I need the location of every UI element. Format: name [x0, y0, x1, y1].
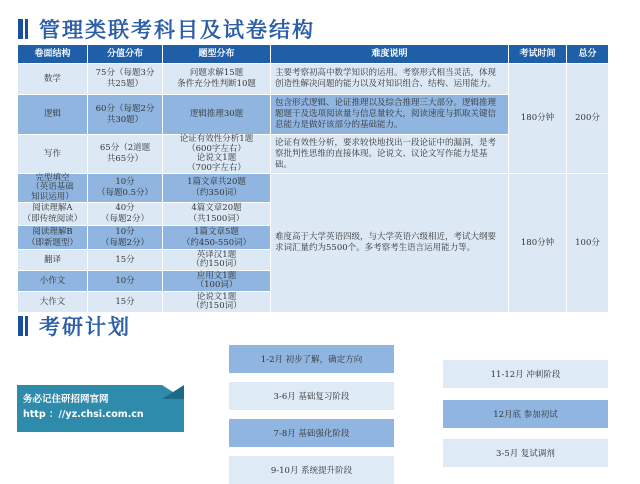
note-line: 务必记住研招网官网: [23, 394, 109, 405]
table-header: 分值分布: [88, 45, 162, 63]
section-title-text: 考研计划: [39, 315, 131, 339]
table-header: 难度说明: [271, 45, 508, 63]
cell-types: 逻辑推理30题: [163, 95, 270, 134]
exam-structure-table: [18, 45, 603, 312]
cell-score: 65分（2道题 共65分）: [88, 135, 162, 173]
cell-desc: 论证有效性分析，要求较快地找出一段论证中的漏洞，是考察批判性思维的直接体现。论说文、议论文写作能力是基础。: [271, 135, 508, 173]
title-bar-icon: [18, 316, 25, 336]
cell-types: 英译汉1题 （约150词）: [163, 250, 270, 270]
website-note: [17, 385, 184, 432]
cell-types: 论说文1题 （约150词）: [163, 292, 270, 312]
cell-time: 180分钟: [509, 64, 566, 173]
cell-score: 40分 （每题2分）: [88, 203, 162, 225]
table-header: 总分: [567, 45, 608, 63]
cell-score: 15分: [88, 250, 162, 270]
cell-types: 应用文1题 （100词）: [163, 271, 270, 291]
section-title-text: 管理类联考科目及试卷结构: [39, 18, 315, 42]
cell-desc: 包含形式逻辑、论证推理以及综合推理三大部分。逻辑推理题题干及选项阅读量与信息量较大，阅读速度与抓取关键信息能力是做好该部分的基础能力。: [271, 95, 508, 134]
cell-desc: 难度高于大学英语四级，与大学英语六级相近，考试大纲要求词汇量约为5500个。多考察考生语言运用能力等。: [271, 174, 508, 312]
table-header: 考试时间: [509, 45, 566, 63]
plan-step: 3-5月 复试调剂: [443, 439, 608, 467]
cell-subject: 翻译: [18, 250, 87, 270]
cell-types: 1篇文章5题 （约450-550词）: [163, 226, 270, 249]
cell-types: 4篇文章20题 （共1500词）: [163, 203, 270, 225]
folded-corner-icon: [162, 385, 184, 399]
plan-step: 1-2月 初步了解，确定方向: [229, 345, 394, 373]
cell-desc: 主要考察初高中数学知识的运用。考察形式相当灵活，体现创造性解决问题的能力以及对知识组合、结构、运用能力。: [271, 64, 508, 94]
plan-step: 12月底 参加初试: [443, 400, 608, 428]
cell-subject: 阅读理解A （即传统阅读）: [18, 203, 87, 225]
cell-subject: 小作文: [18, 271, 87, 291]
cell-score: 10分 （每题2分）: [88, 226, 162, 249]
cell-score: 10分 （每题0.5分）: [88, 174, 162, 202]
table-header: 题型分布: [163, 45, 270, 63]
plan-step: 11-12月 冲刺阶段: [443, 360, 608, 388]
cell-types: 1篇文章共20题 （约350词）: [163, 174, 270, 202]
title-bar-icon: [18, 19, 25, 39]
cell-total: 100分: [567, 174, 608, 312]
cell-time: 180分钟: [509, 174, 566, 312]
cell-subject: 大作文: [18, 292, 87, 312]
cell-subject: 阅读理解B （即新题型）: [18, 226, 87, 249]
plan-step: 9-10月 系统提升阶段: [229, 456, 394, 484]
cell-subject: 数学: [18, 64, 87, 94]
cell-subject: 完型填空 （英语基础 知识运用）: [18, 174, 87, 202]
cell-score: 10分: [88, 271, 162, 291]
website-link[interactable]: http ：//yz.chsi.com.cn: [23, 409, 144, 420]
cell-subject: 逻辑: [18, 95, 87, 134]
plan-step: 7-8月 基础强化阶段: [229, 419, 394, 447]
section-title-exam-structure: [18, 14, 315, 44]
cell-types: 问题求解15题 条件充分性判断10题: [163, 64, 270, 94]
cell-subject: 写作: [18, 135, 87, 173]
section-title-plan: [18, 311, 131, 341]
cell-score: 75分（每题3分 共25题）: [88, 64, 162, 94]
cell-score: 60分（每题2分 共30题）: [88, 95, 162, 134]
cell-total: 200分: [567, 64, 608, 173]
cell-score: 15分: [88, 292, 162, 312]
cell-types: 论证有效性分析1题 （600字左右） 论说文1题 （700字左右）: [163, 135, 270, 173]
plan-step: 3-6月 基础复习阶段: [229, 382, 394, 410]
table-header: 卷面结构: [18, 45, 87, 63]
